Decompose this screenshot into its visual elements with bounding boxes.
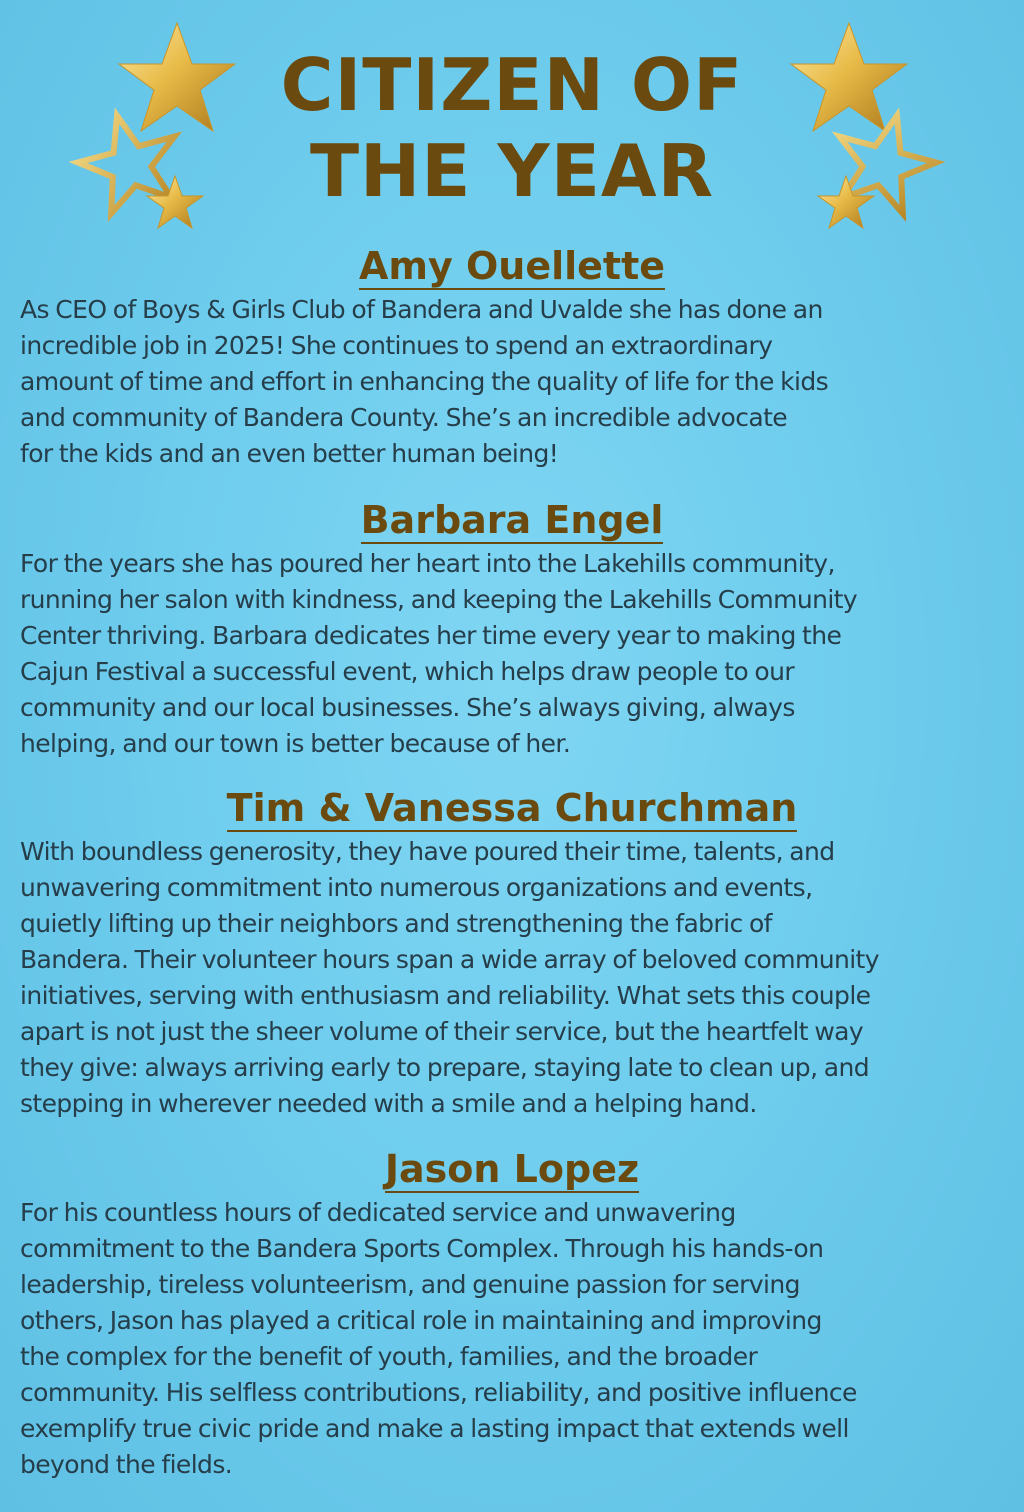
page-title (0, 42, 1024, 214)
bio-line: the complex for the benefit of youth, families, and the broader (20, 1342, 758, 1371)
bio-line: commitment to the Bandera Sports Complex. Through his hands-on (20, 1234, 824, 1263)
honoree-bio (0, 292, 1024, 472)
bio-line: helping, and our town is better because of her. (20, 729, 571, 758)
honoree-section-churchman (0, 784, 1024, 1122)
honoree-section-amy-ouellette (0, 242, 1024, 472)
bio-line: exemplify true civic pride and make a lasting impact that extends well (20, 1414, 849, 1443)
bio-line: leadership, tireless volunteerism, and genuine passion for serving (20, 1270, 800, 1299)
bio-line: For the years she has poured her heart into the Lakehills community, (20, 549, 835, 578)
honoree-name: Jason Lopez (384, 1147, 640, 1191)
honoree-name: Barbara Engel (360, 498, 664, 542)
bio-line: Center thriving. Barbara dedicates her time every year to making the (20, 621, 842, 650)
bio-line: community. His selfless contributions, reliability, and positive influence (20, 1378, 857, 1407)
honoree-section-jason-lopez (0, 1145, 1024, 1483)
bio-line: and community of Bandera County. She’s an incredible advocate (20, 403, 788, 432)
bio-line: unwavering commitment into numerous organizations and events, (20, 873, 813, 902)
bio-line: others, Jason has played a critical role in maintaining and improving (20, 1306, 822, 1335)
bio-line: initiatives, serving with enthusiasm and reliability. What sets this couple (20, 981, 871, 1010)
bio-line: With boundless generosity, they have poured their time, talents, and (20, 837, 835, 866)
honoree-name: Amy Ouellette (358, 244, 666, 288)
bio-line: Bandera. Their volunteer hours span a wide array of beloved community (20, 945, 879, 974)
bio-line: for the kids and an even better human being! (20, 439, 559, 468)
bio-line: quietly lifting up their neighbors and strengthening the fabric of (20, 909, 772, 938)
bio-line: As CEO of Boys & Girls Club of Bandera and Uvalde she has done an (20, 295, 823, 324)
bio-line: amount of time and effort in enhancing the quality of life for the kids (20, 367, 829, 396)
title-line-1: CITIZEN OF (280, 43, 744, 127)
honoree-section-barbara-engel (0, 496, 1024, 762)
honoree-bio (0, 1195, 1024, 1483)
honoree-bio (0, 834, 1024, 1122)
bio-line: apart is not just the sheer volume of their service, but the heartfelt way (20, 1017, 864, 1046)
bio-line: they give: always arriving early to prepare, staying late to clean up, and (20, 1053, 870, 1082)
bio-line: For his countless hours of dedicated service and unwavering (20, 1198, 736, 1227)
title-line-2: THE YEAR (309, 129, 715, 213)
bio-line: stepping in wherever needed with a smile and a helping hand. (20, 1089, 757, 1118)
bio-line: beyond the fields. (20, 1450, 233, 1479)
bio-line: running her salon with kindness, and keeping the Lakehills Community (20, 585, 858, 614)
bio-line: community and our local businesses. She’s always giving, always (20, 693, 795, 722)
honoree-name: Tim & Vanessa Churchman (226, 786, 798, 830)
bio-line: Cajun Festival a successful event, which helps draw people to our (20, 657, 795, 686)
bio-line: incredible job in 2025! She continues to spend an extraordinary (20, 331, 773, 360)
honoree-bio (0, 546, 1024, 762)
